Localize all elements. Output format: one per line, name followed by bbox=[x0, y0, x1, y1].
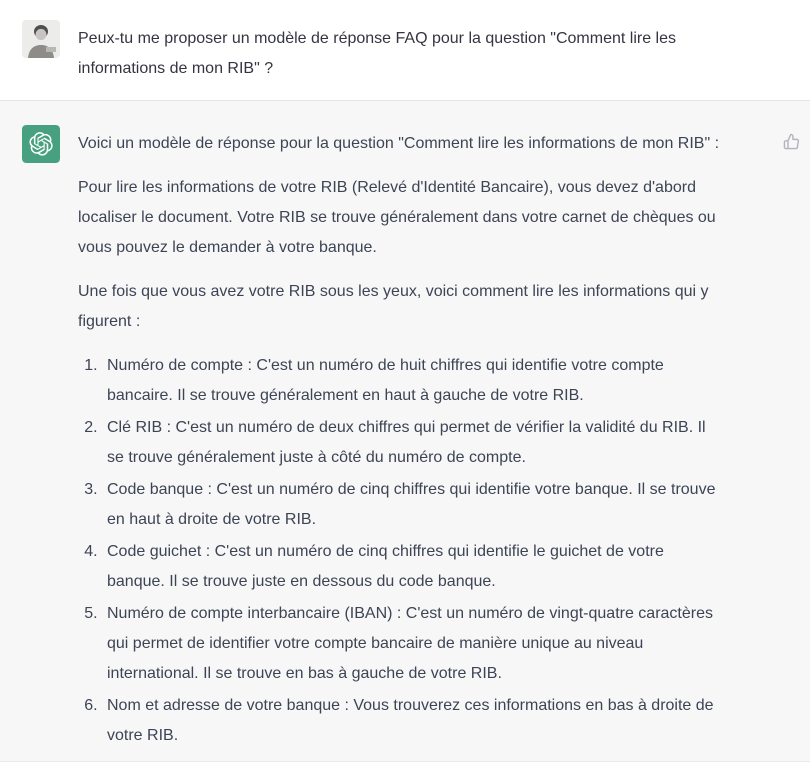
list-item: 6. Nom et adresse de votre banque : Vous trouverez ces informations en bas à droite de votre RIB. bbox=[102, 691, 720, 751]
assistant-message-content bbox=[78, 125, 720, 753]
list-item: 5. Numéro de compte interbancaire (IBAN) : C'est un numéro de vingt-quatre caractères qui permet de identifier votre compte bancaire de manière unique au niveau international. Il se trouve en bas à gauche de votre RIB. bbox=[102, 599, 720, 689]
assistant-message bbox=[0, 100, 810, 762]
list-item: 1. Numéro de compte : C'est un numéro de huit chiffres qui identifie votre compte bancaire. Il se trouve généralement en haut à gauche de votre RIB. bbox=[102, 351, 720, 411]
assistant-paragraph: Une fois que vous avez votre RIB sous les yeux, voici comment lire les informations qui y figurent : bbox=[78, 283, 709, 330]
bottom-spacer bbox=[0, 762, 810, 768]
rib-info-list bbox=[78, 351, 720, 751]
user-message-text: Peux-tu me proposer un modèle de réponse FAQ pour la question "Comment lire les informations de mon RIB" ? bbox=[78, 30, 676, 77]
openai-logo-icon bbox=[22, 125, 60, 163]
list-item: 4. Code guichet : C'est un numéro de cinq chiffres qui identifie le guichet de votre banque. Il se trouve juste en dessous du code banque. bbox=[102, 537, 720, 597]
assistant-paragraph: Pour lire les informations de votre RIB (Relevé d'Identité Bancaire), vous devez d'abord localiser le document. Votre RIB se trouve généralement dans votre carnet de chèques ou vous pouvez le demander à votre banque. bbox=[78, 179, 716, 256]
user-message bbox=[0, 0, 810, 100]
chatgpt-avatar bbox=[22, 125, 60, 163]
user-photo-icon bbox=[22, 20, 60, 58]
thumbs-up-icon bbox=[783, 138, 800, 153]
list-item: 2. Clé RIB : C'est un numéro de deux chiffres qui permet de vérifier la validité du RIB. Il se trouve généralement juste à côté du numéro de compte. bbox=[102, 413, 720, 473]
assistant-intro: Voici un modèle de réponse pour la question "Comment lire les informations de mon RIB" : bbox=[78, 135, 720, 152]
list-item: 3. Code banque : C'est un numéro de cinq chiffres qui identifie votre banque. Il se trouve en haut à droite de votre RIB. bbox=[102, 475, 720, 535]
thumbs-up-button[interactable] bbox=[781, 131, 802, 152]
message-actions bbox=[781, 131, 802, 155]
user-avatar bbox=[22, 20, 60, 58]
